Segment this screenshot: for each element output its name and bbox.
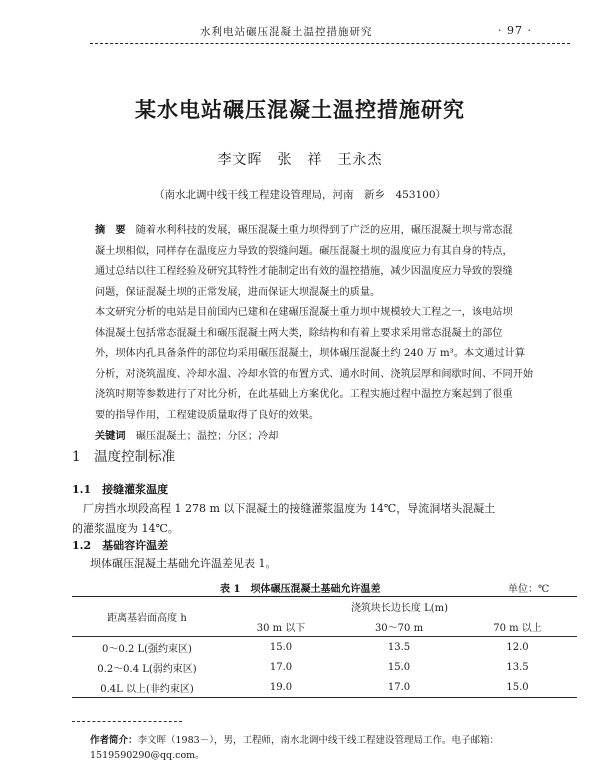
affiliation: （南水北调中线干线工程建设管理局，河南 新乡 453100） (153, 189, 447, 201)
header-rule (90, 43, 570, 44)
abstract-line: 通过总结以往工程经验及研究其特性才能制定出有效的温控措施，减少因温度应力导致的裂缝 (95, 266, 513, 277)
subsection-body: 坝体碾压混凝土基础允许温差见表 1。 (90, 557, 277, 570)
table-column-header: 30～70 m (340, 616, 458, 637)
table-cell: 19.0 (222, 677, 340, 698)
table-cell: 12.0 (506, 641, 529, 653)
table-row-header: 距离基岩面高度 h (72, 597, 222, 637)
subsection-heading: 1.2 基础容许温差 (72, 539, 169, 552)
keywords: 碾压混凝土；温控；分区；冷却 (135, 431, 279, 442)
table-cell: 15.0 (269, 641, 293, 653)
subsection-heading: 1.1 接缝灌浆温度 (72, 483, 169, 496)
table-row (72, 637, 577, 658)
section-heading: 1 温度控制标准 (72, 449, 176, 465)
paper-title: 某水电站碾压混凝土温控措施研究 (135, 97, 465, 122)
abstract-line: 本文研究分析的电站是目前国内已建和在建碾压混凝土重力坝中规模较大工程之一，该电站坝 (95, 307, 513, 318)
abstract-line: 要的指导作用，工程建设质量取得了良好的效果。 (95, 409, 320, 421)
abstract-line: 摘 要 随着水利科技的发展，碾压混凝土重力坝得到了广泛的应用，碾压混凝土坝与常态混 (95, 224, 513, 236)
footnote-rule (72, 721, 182, 722)
keywords-label: 关键词 (95, 430, 126, 442)
abstract-line: 问题，保证混凝土坝的正常发展，进而保证大坝混凝土的质量。 (95, 286, 381, 298)
abstract-line: 外，坝体内孔具备条件的部位均采用碾压混凝土，坝体碾压混凝土约 240 万 m³。本文通过计算 (95, 348, 526, 359)
table-group-header: 浇筑块长边长度 L(m) (222, 597, 577, 617)
abstract-line: 浇筑时期等参数进行了对比分析，在此基础上方案优化。工程实施过程中温控方案起到了很重 (95, 389, 513, 400)
page-number: · 97 · (498, 24, 532, 37)
table-cell: 0.4L 以上(非约束区) (72, 677, 222, 698)
table-cell: 0～0.2 L(强约束区) (102, 643, 192, 655)
table-column-header: 30 m 以下 (222, 616, 340, 637)
table-cell: 17.0 (340, 677, 458, 698)
table-cell: 0.2～0.4 L(弱约束区) (97, 663, 197, 675)
subsection-body: 厂房挡水坝段高程 1 278 m 以下混凝土的接缝灌浆温度为 14℃，导流洞堵头混凝土 的灌浆温度为 14℃。 (72, 502, 496, 535)
table-unit: 单位：℃ (508, 584, 550, 595)
table-cell: 15.0 (387, 661, 411, 673)
running-header-title: 水利电站碾压混凝土温控措施研究 (200, 26, 373, 38)
table-caption: 表 1 坝体碾压混凝土基础允许温差 (220, 584, 381, 595)
data-table (72, 596, 577, 698)
author-footnote: 作者简介：李文晖（1983－），男，工程师，南水北调中线干线工程建设管理局工作。电子邮箱： 1519590290@qq.com。 (90, 735, 499, 761)
abstract (95, 220, 573, 448)
abstract-label: 摘 要 (95, 224, 126, 236)
abstract-line: 凝土坝相似，同样存在温度应力导致的裂缝问题。碾压混凝土坝的温度应力有其自身的特点， (95, 245, 513, 257)
table-row (72, 677, 577, 698)
table-cell: 17.0 (269, 661, 293, 673)
abstract-line: 分析，对浇筑温度、冷却水温、冷却水管的布置方式、通水时间、浇筑层厚和间歇时间、不同开始 (95, 368, 534, 380)
table-row (72, 657, 577, 677)
table-cell: 13.5 (387, 641, 411, 653)
author-list: 李文晖 张 祥 王永杰 (217, 152, 383, 168)
table-cell: 13.5 (506, 661, 529, 673)
table-column-header: 70 m 以上 (458, 616, 577, 637)
abstract-line: 体混凝土包括常态混凝土和碾压混凝土两大类，除结构和有着上要求采用常态混凝土的部位 (95, 327, 503, 339)
footnote-label: 作者简介： (90, 735, 138, 746)
table-cell: 15.0 (458, 677, 577, 698)
